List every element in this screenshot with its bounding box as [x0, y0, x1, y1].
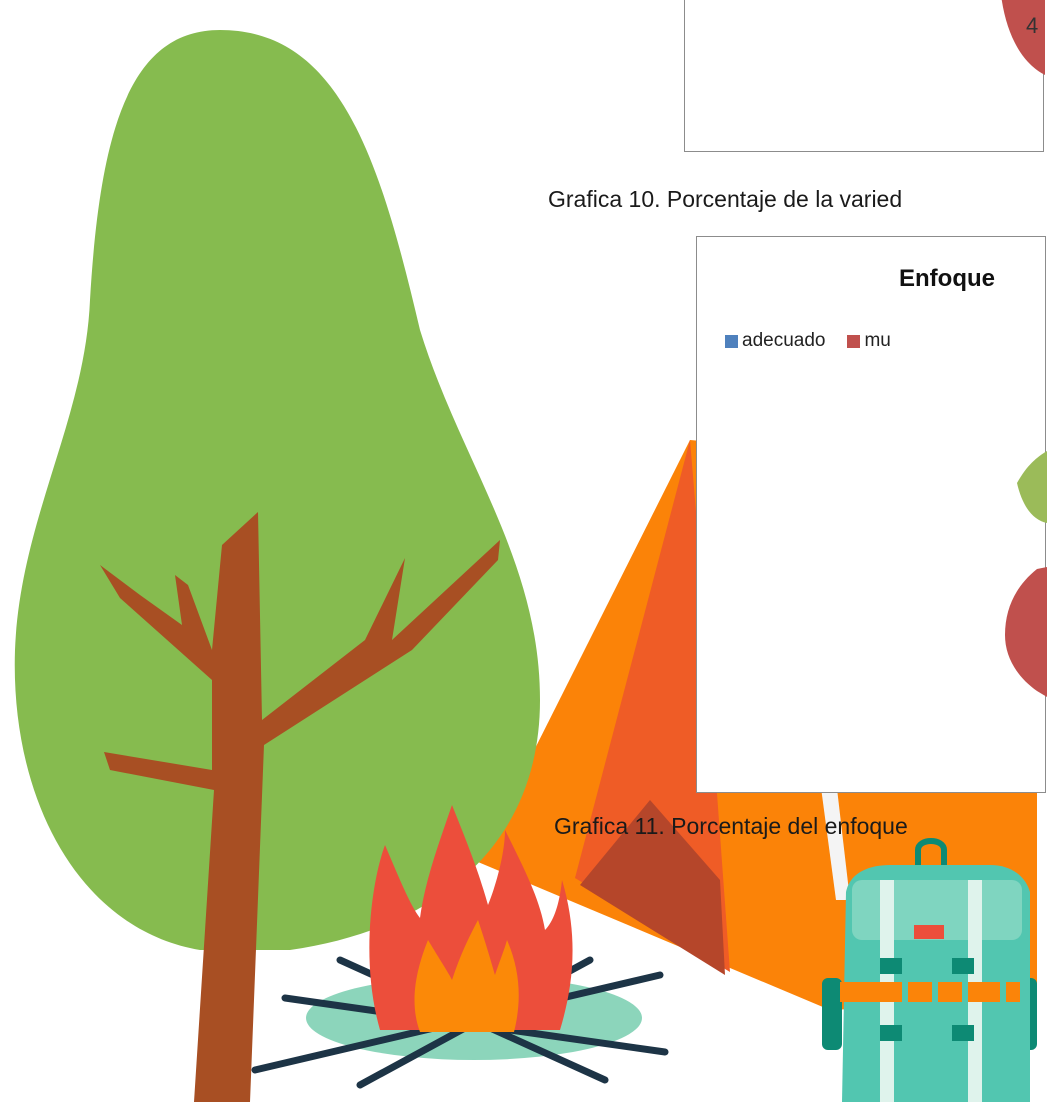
legend-label-mu: mu [864, 330, 891, 351]
chart-top-frame [684, 0, 1044, 152]
backpack [822, 841, 1037, 1102]
chart-bottom-title: Enfoque [899, 265, 995, 292]
backpack-belt [840, 982, 1020, 1002]
legend-label-adecuado: adecuado [742, 330, 826, 351]
backpack-buckle-1 [880, 958, 902, 974]
caption-grafica-10: Grafica 10. Porcentaje de la varied [548, 186, 903, 212]
backpack-belt-gap-3 [962, 982, 968, 1002]
chart-bottom-pie-slice-red [1005, 567, 1047, 697]
chart-top-data-label: 4 [1026, 13, 1039, 38]
backpack-buckle-3 [880, 1025, 902, 1041]
chart-top-pie-slice [1001, 0, 1045, 75]
chart-bottom-plot [697, 237, 1047, 794]
backpack-buckle-2 [952, 958, 974, 974]
tree-foliage [15, 30, 540, 950]
chart-top-plot [685, 0, 1045, 153]
backpack-belt-gap-1 [902, 982, 908, 1002]
backpack-belt-gap-4 [1000, 982, 1006, 1002]
backpack-side-left [822, 978, 842, 1050]
chart-bottom-pie-slice-green [1017, 451, 1047, 523]
backpack-tag [914, 925, 944, 939]
caption-grafica-11: Grafica 11. Porcentaje del enfoque [554, 813, 908, 839]
backpack-buckle-4 [952, 1025, 974, 1041]
chart-bottom-frame [696, 236, 1046, 793]
backpack-belt-gap-2 [932, 982, 938, 1002]
